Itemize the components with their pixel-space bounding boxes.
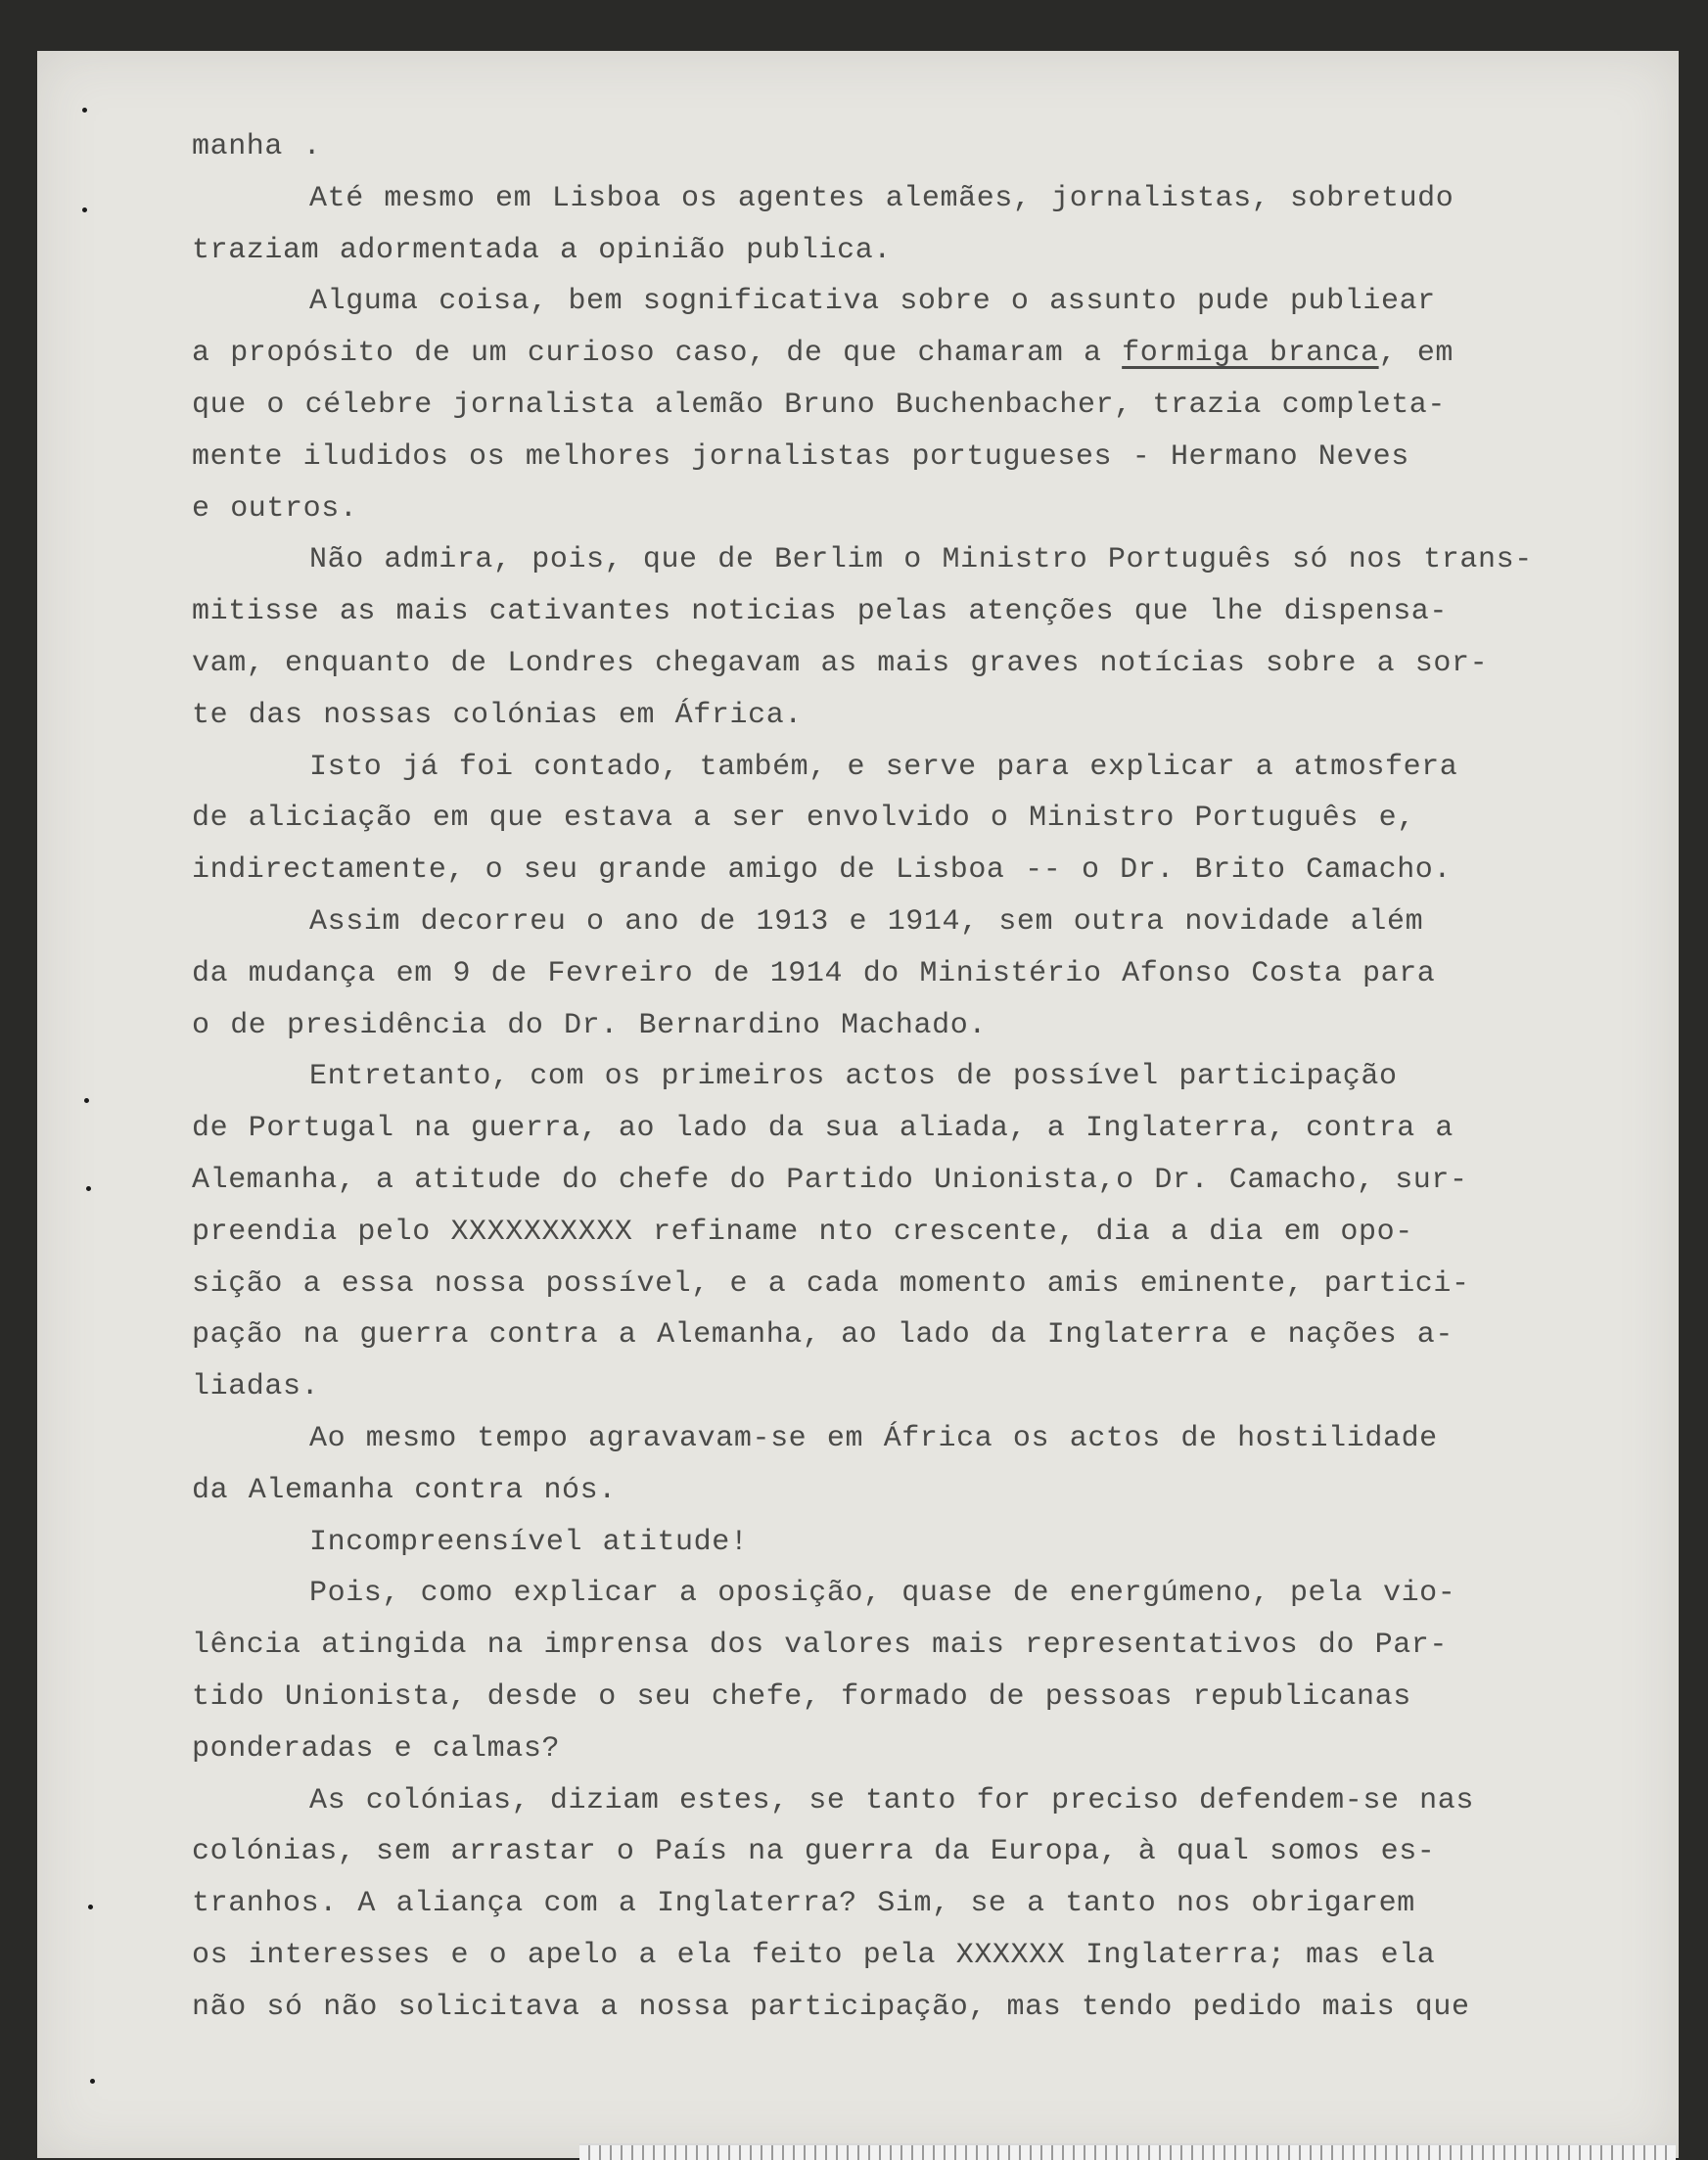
measurement-scale-bar [579,2143,1676,2160]
line-text: indirectamente, o seu grande amigo de Lisboa -- o Dr. Brito Camacho. [192,853,1452,888]
line-text: e outros. [192,491,358,526]
text-line [192,276,1601,328]
line-text: da Alemanha contra nós. [192,1473,617,1507]
line-text: ponderadas e calmas? [192,1731,561,1766]
text-line [192,896,1601,948]
line-text-after: , em [1378,337,1454,371]
line-text: lência atingida na imprensa dos valores mais representativos do Par- [192,1629,1448,1663]
line-text: Assim decorreu o ano de 1913 e 1914, sem outra novidade além [309,904,1424,939]
text-line [192,1568,1601,1620]
line-text: Ao mesmo tempo agravavam-se em África os actos de hostilidade [309,1421,1438,1455]
text-line [192,1103,1601,1155]
line-text: Alguma coisa, bem sognificativa sobre o assunto pude publiear [309,285,1436,319]
text-line [192,225,1601,277]
line-text: As colónias, diziam estes, se tanto for preciso defendem-se nas [309,1783,1474,1817]
line-text: Entretanto, com os primeiros actos de possível participação [309,1060,1398,1094]
line-text: liadas. [192,1370,320,1404]
line-text: te das nossas colónias em África. [192,698,803,732]
line-text: tranhos. A aliança com a Inglaterra? Sim, se a tanto nos obrigarem [192,1887,1415,1921]
line-text: mitisse as mais cativantes noticias pelas atenções que lhe dispensa- [192,595,1448,629]
text-line [192,1000,1601,1052]
line-text: mente iludidos os melhores jornalistas portugueses - Hermano Neves [192,439,1409,474]
line-text: o de presidência do Dr. Bernardino Machado. [192,1008,987,1042]
line-text: Pois, como explicar a oposição, quase de energúmeno, pela vio- [309,1577,1456,1611]
binding-hole-mark [82,108,87,113]
line-text: não só não solicitava a nossa participação, mas tendo pedido mais que [192,1990,1470,2024]
text-line [192,1207,1601,1259]
text-line [192,328,1601,380]
text-line [192,690,1601,742]
text-line [192,1259,1601,1310]
line-text: a propósito de um curioso caso, de que chamaram a [192,337,1123,371]
line-text: colónias, sem arrastar o País na guerra da Europa, à qual somos es- [192,1835,1436,1869]
line-text: preendia pelo XXXXXXXXXX refiname nto crescente, dia a dia em opo- [192,1215,1413,1249]
text-line [192,432,1601,483]
text-line [192,845,1601,896]
text-line [192,1982,1601,2034]
binding-hole-mark [88,1905,93,1909]
text-line [192,173,1601,225]
text-line [192,1826,1601,1878]
line-text: pação na guerra contra a Alemanha, ao lado da Inglaterra e nações a- [192,1318,1454,1353]
line-text: de Portugal na guerra, ao lado da sua aliada, a Inglaterra, contra a [192,1112,1454,1146]
line-text: Até mesmo em Lisboa os agentes alemães, jornalistas, sobretudo [309,181,1454,215]
text-line [192,1517,1601,1569]
line-text: da mudança em 9 de Fevreiro de 1914 do Ministério Afonso Costa para [192,956,1436,990]
text-line [192,483,1601,535]
text-line [192,586,1601,638]
line-text: vam, enquanto de Londres chegavam as mais graves notícias sobre a sor- [192,646,1489,680]
text-line [192,1620,1601,1672]
text-line [192,1310,1601,1361]
line-text: de aliciação em que estava a ser envolvido o Ministro Português e, [192,802,1415,836]
text-line [192,121,1601,173]
text-line [192,1413,1601,1465]
typewritten-text-body [192,121,1601,2033]
text-line [192,1775,1601,1827]
text-line [192,1361,1601,1413]
line-text: Incompreensível atitude! [309,1525,749,1559]
underlined-phrase: formiga branca [1122,337,1379,371]
text-line [192,1155,1601,1207]
text-line [192,638,1601,690]
line-text: manha . [192,130,322,163]
text-line [192,534,1601,586]
binding-hole-mark [84,1098,89,1103]
text-line [192,1930,1601,1982]
line-text: sição a essa nossa possível, e a cada momento amis eminente, partici- [192,1266,1470,1301]
line-text: Isto já foi contado, também, e serve para explicar a atmosfera [309,750,1458,784]
text-line [192,948,1601,1000]
text-line [192,1878,1601,1930]
line-text: Alemanha, a atitude do chefe do Partido Unionista,o Dr. Camacho, sur- [192,1163,1468,1197]
text-line [192,1672,1601,1723]
text-line [192,1723,1601,1775]
text-line [192,793,1601,845]
binding-hole-mark [90,2079,95,2084]
line-text: que o célebre jornalista alemão Bruno Buchenbacher, trazia completa- [192,388,1446,422]
text-line [192,380,1601,432]
line-text: Não admira, pois, que de Berlim o Ministro Português só nos trans- [309,543,1533,577]
binding-hole-mark [82,207,87,212]
binding-hole-mark [86,1186,91,1191]
text-line [192,742,1601,794]
line-text: os interesses e o apelo a ela feito pela XXXXXX Inglaterra; mas ela [192,1938,1436,1972]
text-line [192,1051,1601,1103]
text-line [192,1465,1601,1517]
line-text: tido Unionista, desde o seu chefe, formado de pessoas republicanas [192,1679,1411,1714]
line-text: traziam adormentada a opinião publica. [192,233,892,267]
